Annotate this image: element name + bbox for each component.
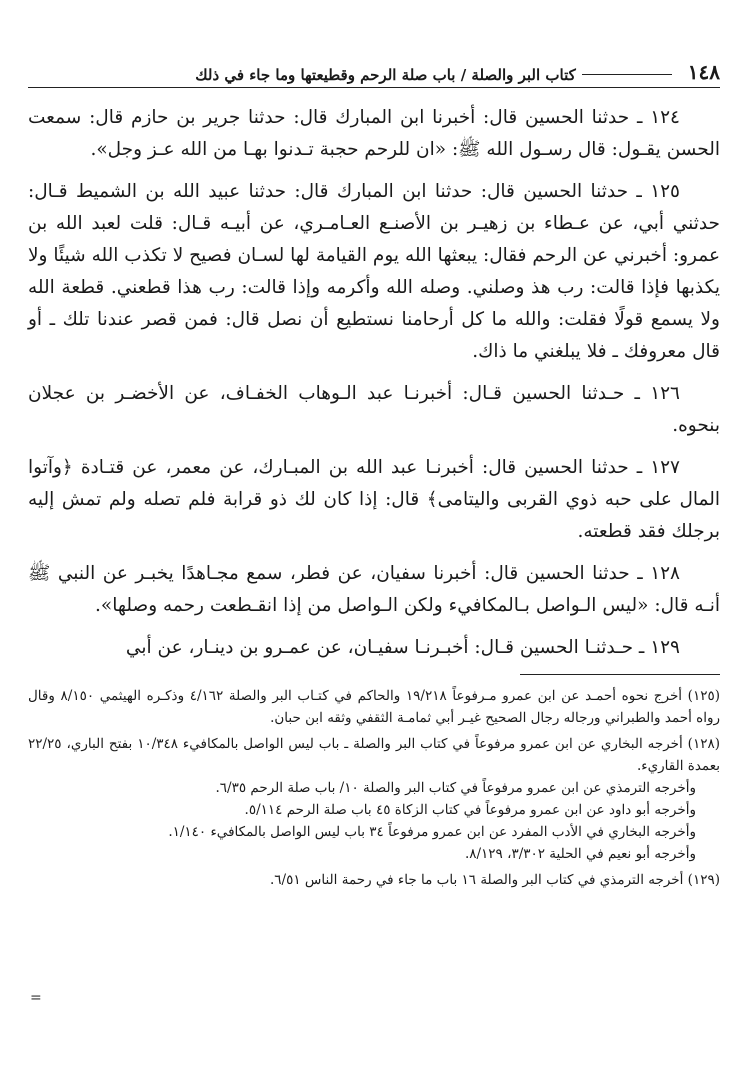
hadith-paragraph: ١٢٥ ـ حدثنا الحسين قال: حدثنا ابن المبارك قال: حدثنا عبيد الله بن الشميط قـال: حدثني أبي، عن عـطاء بن زهيـر بن الأصنـع العـامـري، عن أبيـه قـال: قلت لعبد الله بن عمرو: أخبرني عن الرحم فقال: يبعثها الله يوم القيامة لها لسـان فصيح لا تكذب الله شيئًا ولا يكذبها فإذا قالت: رب هذ وصلني. وصله الله وأكرمه وإذا قالت: رب هذا قطعني. قطعة الله ولا يسمع قولًا فقلت: والله ما كل أرحامنا نستطيع أن نصل قال: فمن قصر عندنا تلك ـ أو قال معروفك ـ فلا يبلغني ما ذاك.: [28, 181, 720, 362]
page-number: ١٤٨: [687, 60, 720, 84]
footnote-line: (١٢٨) أخرجه البخاري عن ابن عمرو مرفوعاً في كتاب البر والصلة ـ باب ليس الواصل بالمكافيء ١٠/٣٤٨ بفتح الباري، ٢٢/٢٥ بعمدة القاريء.: [28, 736, 720, 774]
chapter-title: كتاب البر والصلة / باب صلة الرحم وقطيعتها وما جاء في ذلك: [195, 66, 576, 84]
running-header: [28, 50, 720, 88]
hadith-paragraph: ١٢٧ ـ حدثنا الحسين قال: أخبرنـا عبد الله بن المبـارك، عن معمر، عن قتـادة ﴿وآتوا المال على حبه ذوي القربى واليتامى﴾ قال: إذا كان لك ذو قرابة فلم تصله ولم تمش إليه برجلك فقد قطعته.: [28, 457, 720, 542]
footnote-line: (١٢٩) أخرجه الترمذي في كتاب البر والصلة ١٦ باب ما جاء في رحمة الناس ٦/٥١.: [269, 872, 720, 888]
footnote-separator: [520, 674, 720, 675]
hadith-paragraph: ١٢٨ ـ حدثنا الحسين قال: أخبرنا سفيان، عن فطر، سمع مجـاهدًا يخبـر عن النبي ﷺ أنـه قال: «ليس الـواصل بـالمكافيء ولكن الـواصل من إذا انقـطعت رحمه وصلها».: [28, 563, 720, 616]
footnotes: [28, 685, 720, 891]
margin-mark: =: [30, 990, 42, 1006]
hadith-paragraph: ١٢٩ ـ حـدثنـا الحسين قـال: أخبـرنـا سفيـان، عن عمـرو بن دينـار، عن أبي: [125, 637, 680, 658]
footnote-line: (١٢٥) أخرج نحوه أحمـد عن ابن عمرو مـرفوعاً ١٩/٢١٨ والحاكم في كتـاب البر والصلة ٤/١٦٢ وذكـره الهيثمي ٨/١٥٠ وقال رواه أحمد والطبراني ورجاله رجال الصحيح غيـر أبي ثمامـة الثقفي وثقه ابن حبان.: [28, 688, 721, 726]
footnote-line: وأخرجه أبو داود عن ابن عمرو مرفوعاً في كتاب الزكاة ٤٥ باب صلة الرحم ٥/١١٤.: [244, 802, 696, 818]
footnote-129: [28, 869, 720, 891]
footnote-128: [28, 733, 720, 865]
footnote-125: [28, 685, 720, 729]
footnote-line: وأخرجه أبو نعيم في الحلية ٣/٣٠٢، ٨/١٢٩.: [464, 846, 696, 862]
footnote-line: وأخرجه البخاري في الأدب المفرد عن ابن عمرو مرفوعاً ٣٤ باب ليس الواصل بالمكافيء ١/١٤٠.: [168, 824, 696, 840]
book-page: [28, 50, 720, 895]
footnote-line: وأخرجه الترمذي عن ابن عمرو مرفوعاً في كتاب البر والصلة ١٠/ باب صلة الرحم ٦/٣٥.: [215, 780, 696, 796]
hadith-paragraph: ١٢٦ ـ حـدثنا الحسين قـال: أخبرنـا عبد الـوهاب الخفـاف، عن الأخضـر بن عجلان بنحوه.: [28, 383, 720, 436]
header-dash-rule: [582, 74, 672, 75]
hadith-paragraph: ١٢٤ ـ حدثنا الحسين قال: أخبرنا ابن المبارك قال: حدثنا جرير بن حازم قال: سمعت الحسن يقـول: قال رسـول الله ﷺ: «ان للرحم حجبة تـدنوا بهـا من الله عـز وجل».: [28, 107, 720, 160]
main-text: [28, 102, 720, 664]
